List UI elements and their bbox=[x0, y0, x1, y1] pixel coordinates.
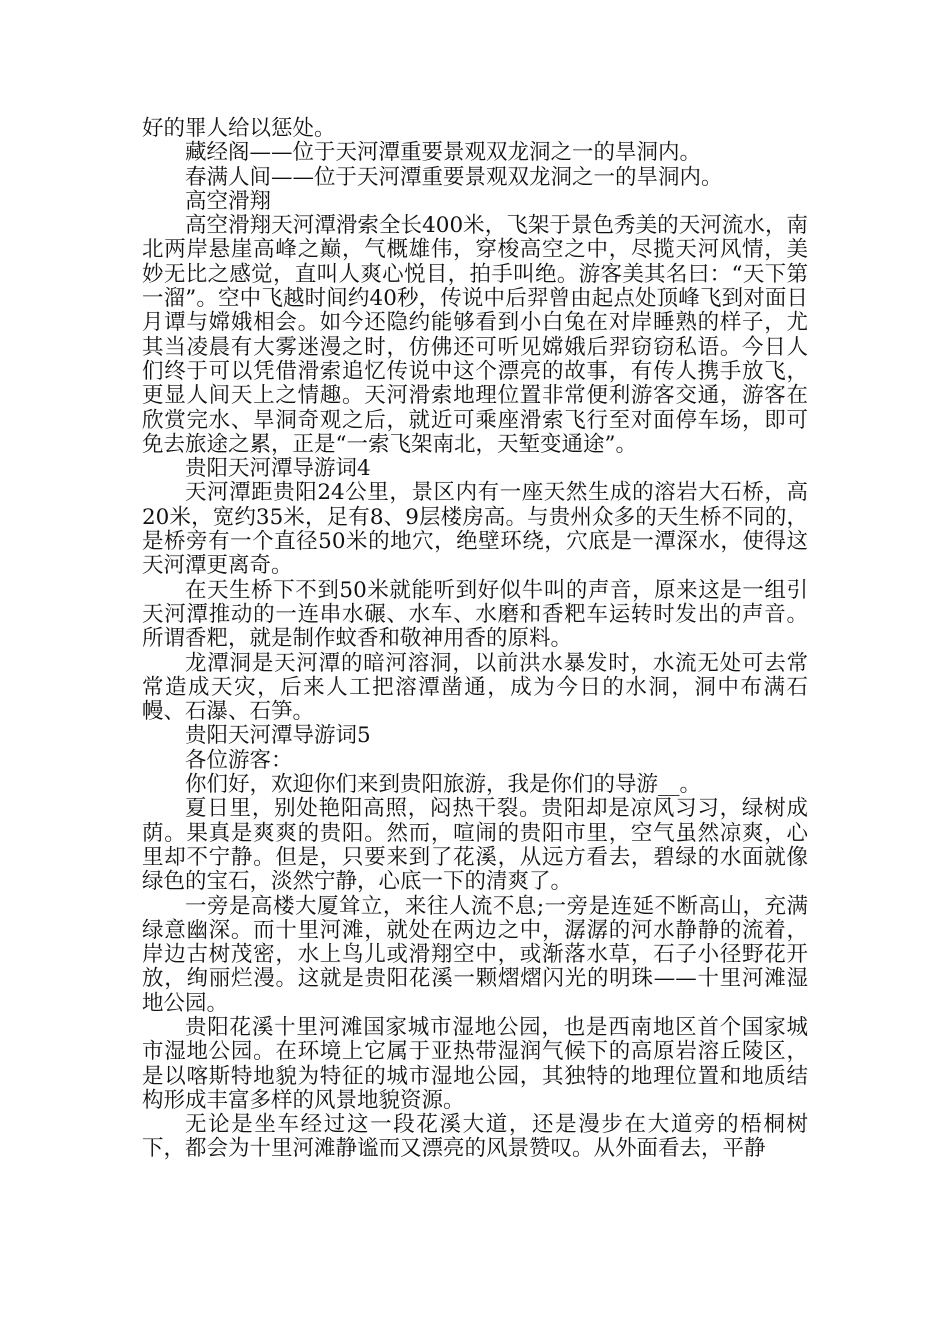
document-body bbox=[142, 117, 808, 1162]
paragraph: 夏日里，别处艳阳高照，闷热干裂。贵阳却是凉风习习，绿树成荫。果真是爽爽的贵阳。然而，喧闹的贵阳市里，空气虽然凉爽，心里却不宁静。但是，只要来到了花溪，从远方看去，碧绿的水面就像绿色的宝石，淡然宁静，心底一下的清爽了。 bbox=[142, 796, 808, 895]
paragraph: 好的罪人给以惩处。 bbox=[142, 116, 336, 141]
paragraph: 龙潭洞是天河潭的暗河溶洞，以前洪水暴发时，水流无处可去常常造成天灾，后来人工把溶潭凿通，成为今日的水洞，洞中布满石幔、石瀑、石笋。 bbox=[142, 650, 808, 725]
paragraph: 无论是坐车经过这一段花溪大道，还是漫步在大道旁的梧桐树下，都会为十里河滩静谧而又漂亮的风景赞叹。从外面看去，平静 bbox=[142, 1112, 808, 1162]
section-heading: 高空滑翔 bbox=[185, 188, 272, 214]
paragraph: 贵阳花溪十里河滩国家城市湿地公园，也是西南地区首个国家城市湿地公园。在环境上它属于亚热带湿润气候下的高原岩溶丘陵区，是以喀斯特地貌为特征的城市湿地公园，其独特的地理位置和地质结构形成丰富多样的风景地貌资源。 bbox=[142, 1014, 808, 1113]
paragraph: 在天生桥下不到50米就能听到好似牛叫的声音，原来这是一组引天河潭推动的一连串水碾、水车、水磨和香粑车运转时发出的声音。所谓香粑，就是制作蚊香和敬神用香的原料。 bbox=[142, 577, 808, 652]
salutation: 各位游客： bbox=[185, 747, 293, 773]
paragraph: 天河潭距贵阳24公里，景区内有一座天然生成的溶岩大石桥，高20米，宽约35米，足有8、9层楼房高。与贵州众多的天生桥不同的，是桥旁有一个直径50米的地穴，绝壁环绕，穴底是一潭深水，使得这天河潭更离奇。 bbox=[142, 480, 808, 579]
paragraph: 一旁是高楼大厦耸立，来往人流不息;一旁是连延不断高山，充满绿意幽深。而十里河滩，就处在两边之中，潺潺的河水静静的流着，岸边古树茂密，水上鸟儿或滑翔空中，或渐落水草，石子小径野花开放，绚丽烂漫。这就是贵阳花溪一颗熠熠闪光的明珠——十里河滩湿地公园。 bbox=[142, 893, 808, 1016]
paragraph: 藏经阁——位于天河潭重要景观双龙洞之一的旱洞内。 bbox=[185, 140, 702, 166]
paragraph: 春满人间——位于天河潭重要景观双龙洞之一的旱洞内。 bbox=[185, 164, 723, 190]
paragraph: 高空滑翔天河潭滑索全长400米，飞架于景色秀美的天河流水，南北两岸悬崖高峰之巅，气概雄伟，穿梭高空之中，尽揽天河风情，美妙无比之感觉，直叫人爽心悦目，拍手叫绝。游客美其名曰：“天下第一溜”。空中飞越时间约40秒，传说中后羿曾由起点处顶峰飞到对面日月谭与嫦娥相会。如今还隐约能够看到小白兔在对岸睡熟的样子，尤其当凌晨有大雾迷漫之时，仿佛还可听见嫦娥后羿窃窃私语。今日人们终于可以凭借滑索追忆传说中这个漂亮的故事，有传人携手放飞，更显人间天上之情趣。天河滑索地理位置非常便利游客交通，游客在欣赏完水、旱洞奇观之后，就近可乘座滑索飞行至对面停车场，即可免去旅途之累，正是“一索飞架南北，天堑变通途”。 bbox=[142, 213, 808, 457]
paragraph: 你们好，欢迎你们来到贵阳旅游，我是你们的导游__。 bbox=[185, 772, 702, 798]
section-heading: 贵阳天河潭导游词5 bbox=[185, 723, 371, 749]
section-heading: 贵阳天河潭导游词4 bbox=[185, 456, 371, 482]
